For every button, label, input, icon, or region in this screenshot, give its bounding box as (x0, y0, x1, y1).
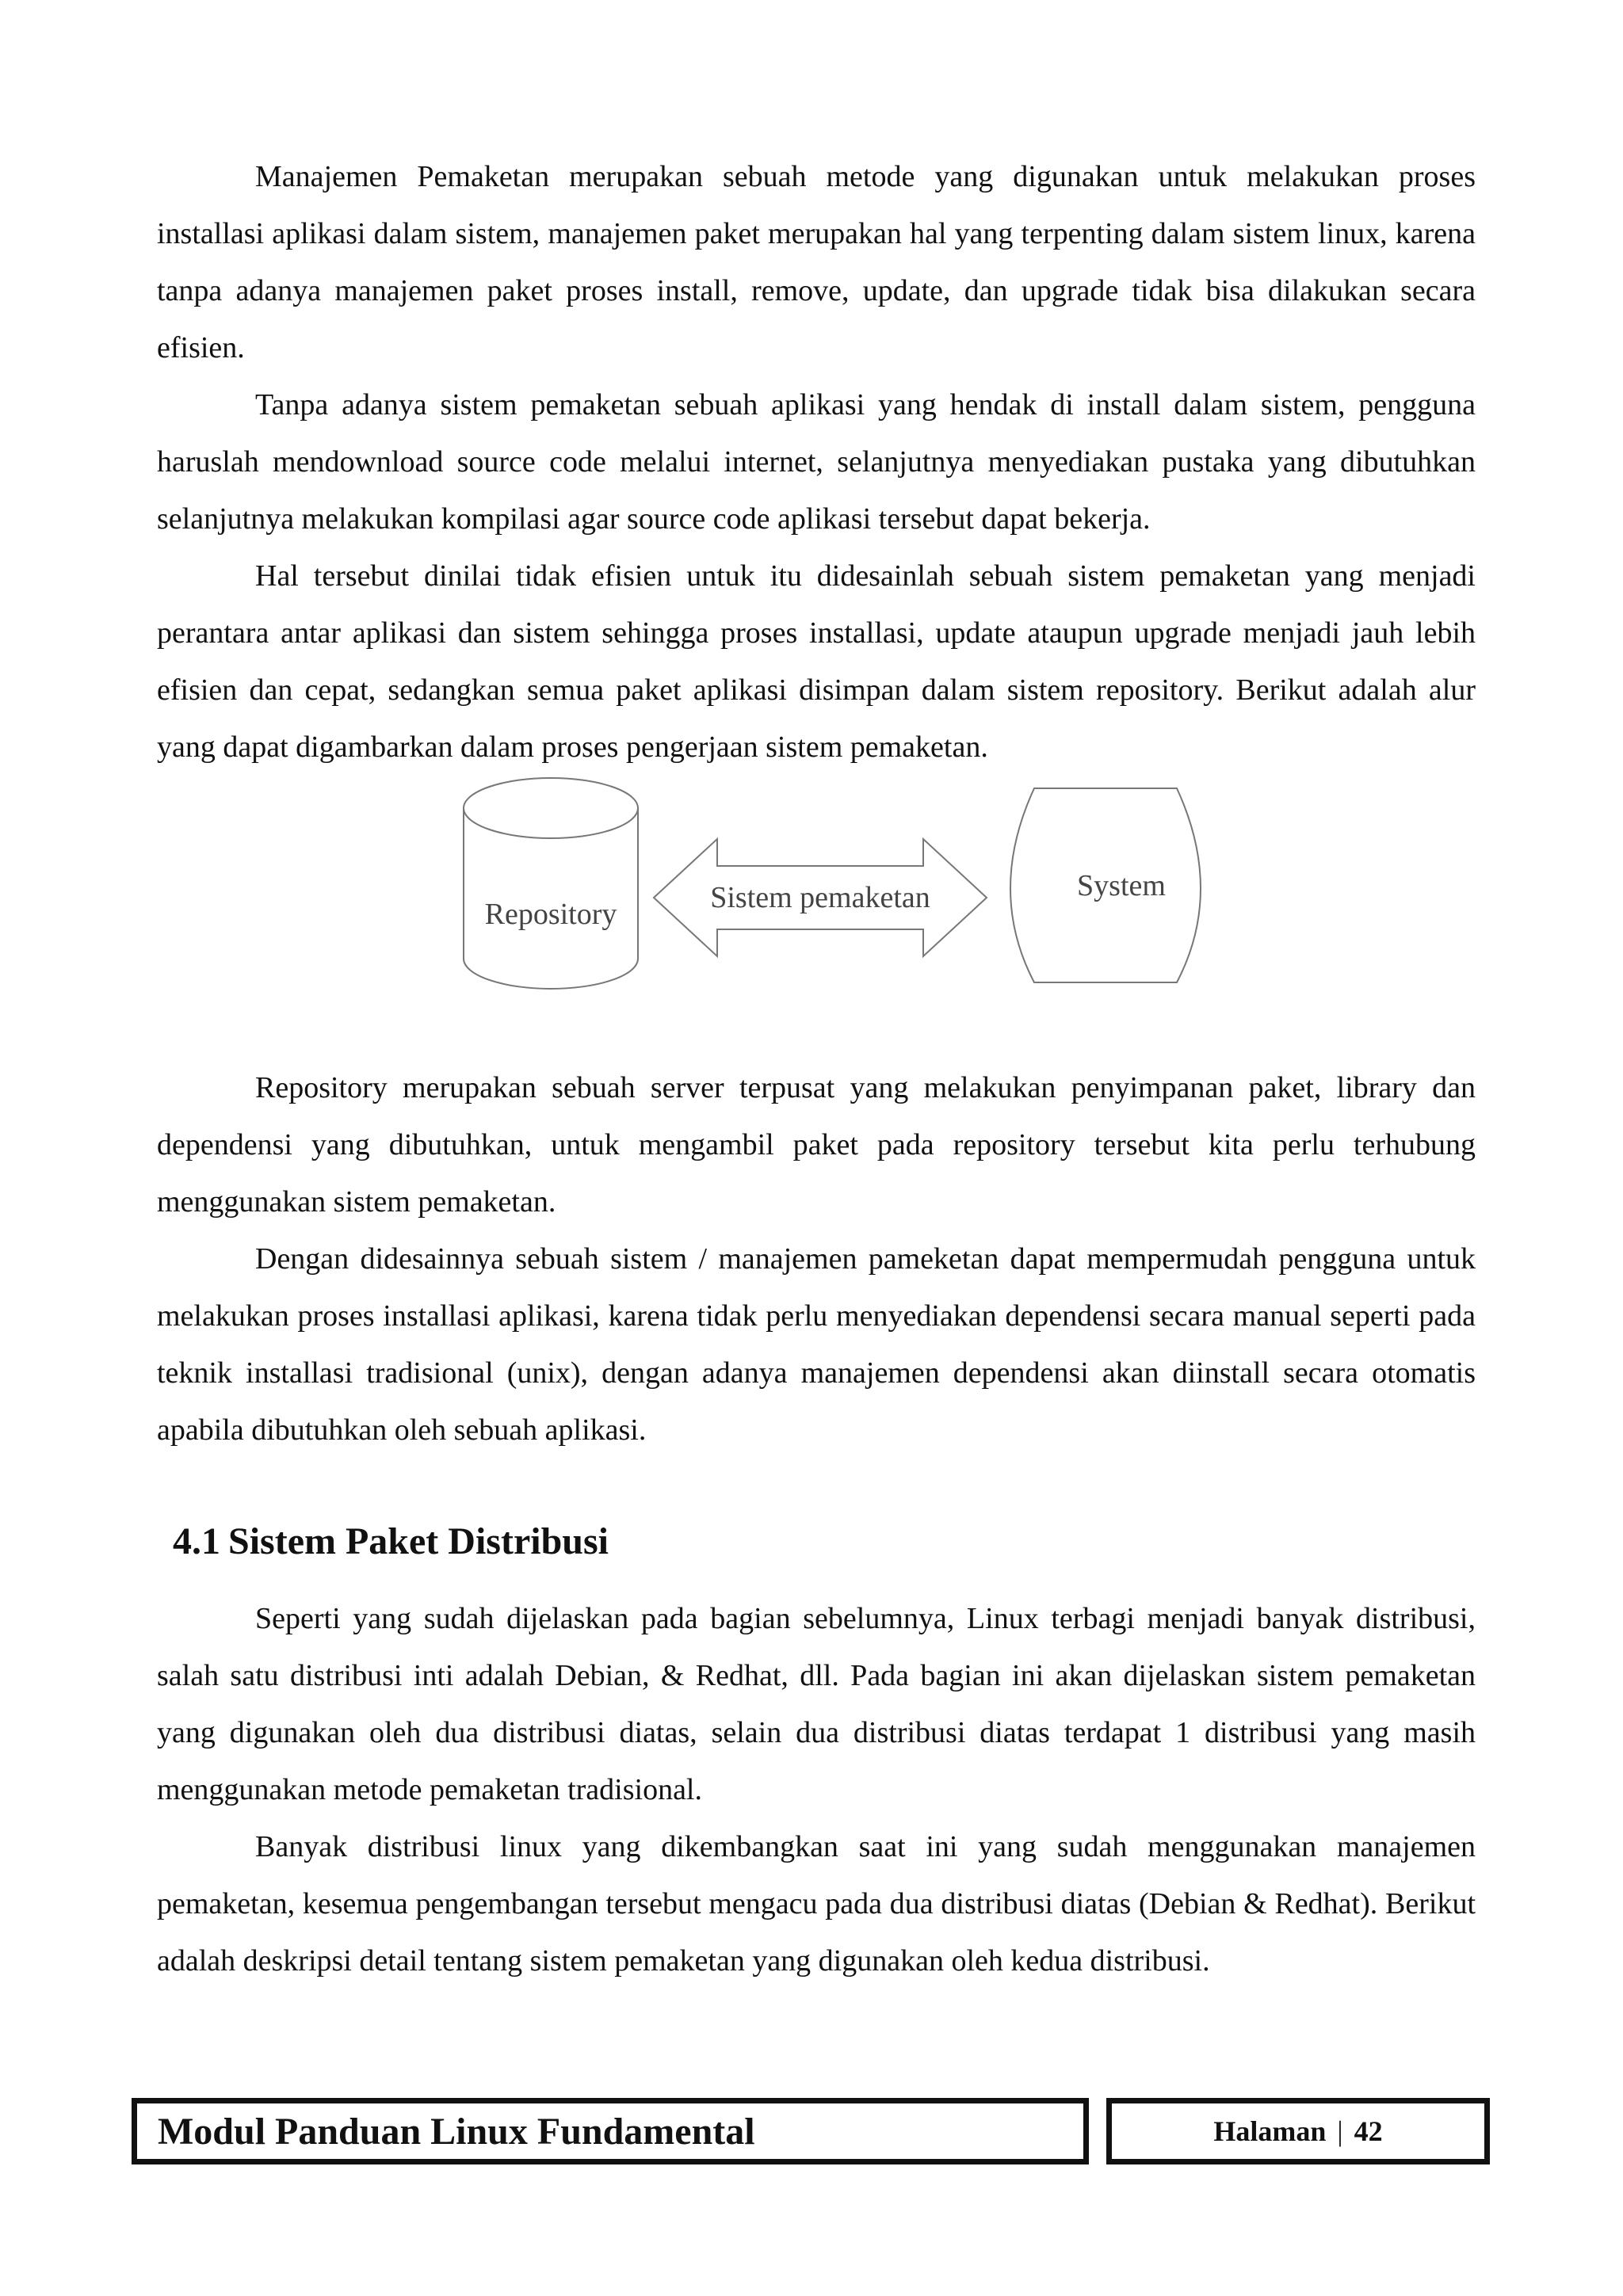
footer-page-box (1106, 2098, 1490, 2164)
section-heading (173, 1518, 609, 1566)
repository-cylinder (464, 778, 638, 989)
package-flow-diagram (452, 772, 1244, 1010)
section-number: 4.1 (173, 1520, 220, 1562)
intro-paragraph: Hal tersebut dinilai tidak efisien untuk itu didesainlah sebuah sistem pemaketan yang menjadi perantara antar aplikasi dan sistem sehingga proses installasi, update ataupun upgrade menjadi jauh lebih efisien dan cepat, sedangkan semua paket aplikasi disimpan dalam sistem repository. Berikut adalah alur yang dapat digambarkan dalam proses pengerjaan sistem pemaketan. (157, 559, 1476, 764)
page-number-label (1213, 2115, 1382, 2148)
footer-title-box (132, 2098, 1089, 2164)
page-separator: | (1337, 2115, 1343, 2147)
system-label: System (1077, 869, 1166, 902)
double-arrow (654, 839, 987, 956)
body-paragraph: Repository merupakan sebuah server terpusat yang melakukan penyimpanan paket, library dan dependensi yang dibutuhkan, untuk mengambil paket pada repository tersebut kita perlu terhubung menggunakan sistem pemaketan. (157, 1071, 1476, 1219)
section-paragraph: Seperti yang sudah dijelaskan pada bagian sebelumnya, Linux terbagi menjadi banyak distribusi, salah satu distribusi inti adalah Debian, & Redhat, dll. Pada bagian ini akan dijelaskan sistem pemaketan yang digunakan oleh dua distribusi diatas, selain dua distribusi diatas terdapat 1 distribusi yang masih menggunakan metode pemaketan tradisional. (157, 1602, 1476, 1806)
page-number: 42 (1354, 2115, 1383, 2147)
intro-paragraph: Tanpa adanya sistem pemaketan sebuah aplikasi yang hendak di install dalam sistem, pengguna haruslah mendownload source code melalui internet, selanjutnya menyediakan pustaka yang dibutuhkan selanjutnya melakukan kompilasi agar source code aplikasi tersebut dapat bekerja. (157, 388, 1476, 536)
section-paragraph: Banyak distribusi linux yang dikembangkan saat ini yang sudah menggunakan manajemen pemaketan, kesemua pengembangan tersebut mengacu pada dua distribusi diatas (Debian & Redhat). Berikut adalah deskripsi detail tentang sistem pemaketan yang digunakan oleh kedua distribusi. (157, 1830, 1476, 1978)
body-paragraph: Dengan didesainnya sebuah sistem / manajemen pameketan dapat mempermudah pengguna untuk melakukan proses installasi aplikasi, karena tidak perlu menyediakan dependensi secara manual seperti pada teknik installasi tradisional (unix), dengan adanya manajemen dependensi akan diinstall secara otomatis apabila dibutuhkan oleh sebuah aplikasi. (157, 1242, 1476, 1447)
page-label: Halaman (1213, 2115, 1327, 2147)
system-box (1010, 788, 1201, 982)
repository-label: Repository (484, 898, 617, 931)
arrow-label: Sistem pemaketan (710, 881, 930, 914)
intro-paragraph: Manajemen Pemaketan merupakan sebuah metode yang digunakan untuk melakukan proses installasi aplikasi dalam sistem, manajemen paket merupakan hal yang terpenting dalam sistem linux, karena tanpa adanya manajemen paket proses install, remove, update, dan upgrade tidak bisa dilakukan secara efisien. (157, 160, 1476, 364)
section-title: Sistem Paket Distribusi (228, 1520, 609, 1562)
footer-title: Modul Panduan Linux Fundamental (158, 2110, 755, 2153)
